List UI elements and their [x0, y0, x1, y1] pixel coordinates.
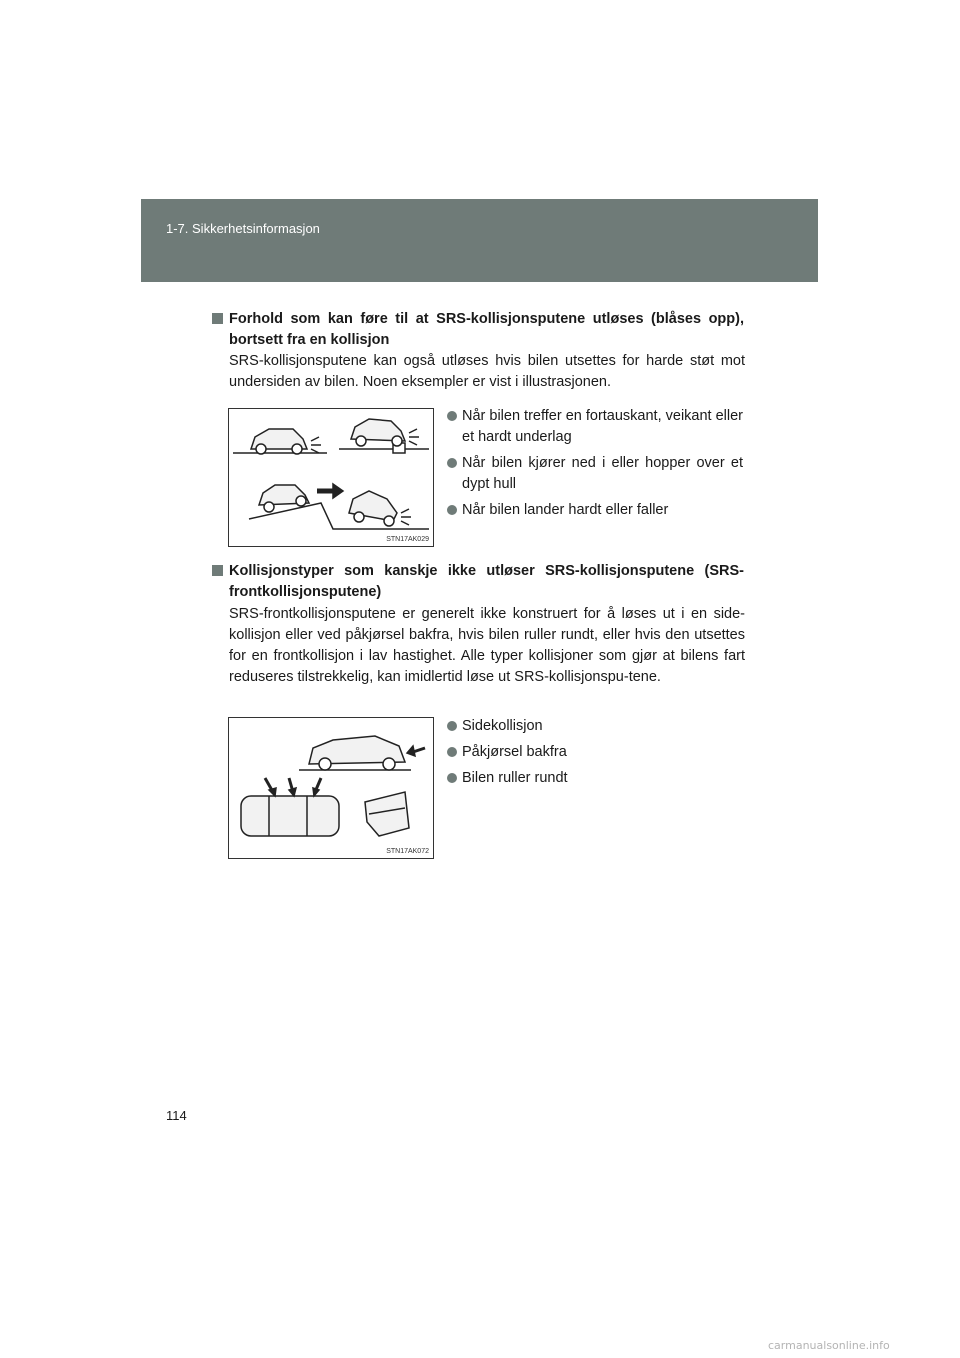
- list-item: Påkjørsel bakfra: [447, 742, 743, 763]
- list-item: Sidekollisjon: [447, 716, 743, 737]
- collision-types-illustration: [229, 718, 433, 858]
- section2-heading: [212, 561, 744, 603]
- figure-collision-types: [228, 717, 434, 859]
- figure-id-label: STN17AK029: [386, 536, 429, 543]
- bullet-dot-icon: [447, 505, 457, 515]
- section1-heading-text: Forhold som kan føre til at SRS-kollisjonsputene utløses (blåses opp), bortsett fra en kollisjon: [229, 311, 744, 348]
- watermark: carmanualsonline.info: [768, 1339, 890, 1352]
- bullet-dot-icon: [447, 773, 457, 783]
- square-bullet-icon: [212, 313, 223, 324]
- section2-heading-text: Kollisjonstyper som kanskje ikke utløser SRS-kollisjonsputene (SRS-frontkollisjonsputene): [229, 563, 744, 600]
- list-item: Når bilen lander hardt eller faller: [447, 500, 743, 521]
- page-number: 114: [166, 1108, 187, 1123]
- section-title: 1-7. Sikkerhetsinformasjon: [166, 221, 320, 236]
- bullet-dot-icon: [447, 411, 457, 421]
- list-item: Når bilen treffer en fortauskant, veikant eller et hardt underlag: [447, 406, 743, 448]
- square-bullet-icon: [212, 565, 223, 576]
- figure-id-label: STN17AK072: [386, 848, 429, 855]
- car-underside-impact-illustration: [229, 409, 433, 546]
- section1-heading: [212, 309, 744, 351]
- bullet-dot-icon: [447, 721, 457, 731]
- bullet-dot-icon: [447, 458, 457, 468]
- section2-body: SRS-frontkollisjonsputene er generelt ikke konstruert for å løses ut i en side-kollisjon eller ved påkjørsel bakfra, hvis bilen ruller rundt, eller hvis den utsettes for en frontkollisjon i lav hastighet. Alle typer kollisjoner som gjør at bilens fart reduseres tilstrekkelig, kan imidlertid løse ut SRS-kollisjonspu-tene.: [229, 606, 745, 685]
- section1-bullet-list: [447, 406, 743, 526]
- section2-bullet-list: [447, 716, 743, 794]
- figure-impact-underside: [228, 408, 434, 547]
- list-item: Når bilen kjører ned i eller hopper over et dypt hull: [447, 453, 743, 495]
- list-item: Bilen ruller rundt: [447, 768, 743, 789]
- header-band: [141, 199, 818, 282]
- bullet-dot-icon: [447, 747, 457, 757]
- section1-body: SRS-kollisjonsputene kan også utløses hvis bilen utsettes for harde støt mot undersiden av bilen. Noen eksempler er vist i illustrasjonen.: [229, 353, 745, 390]
